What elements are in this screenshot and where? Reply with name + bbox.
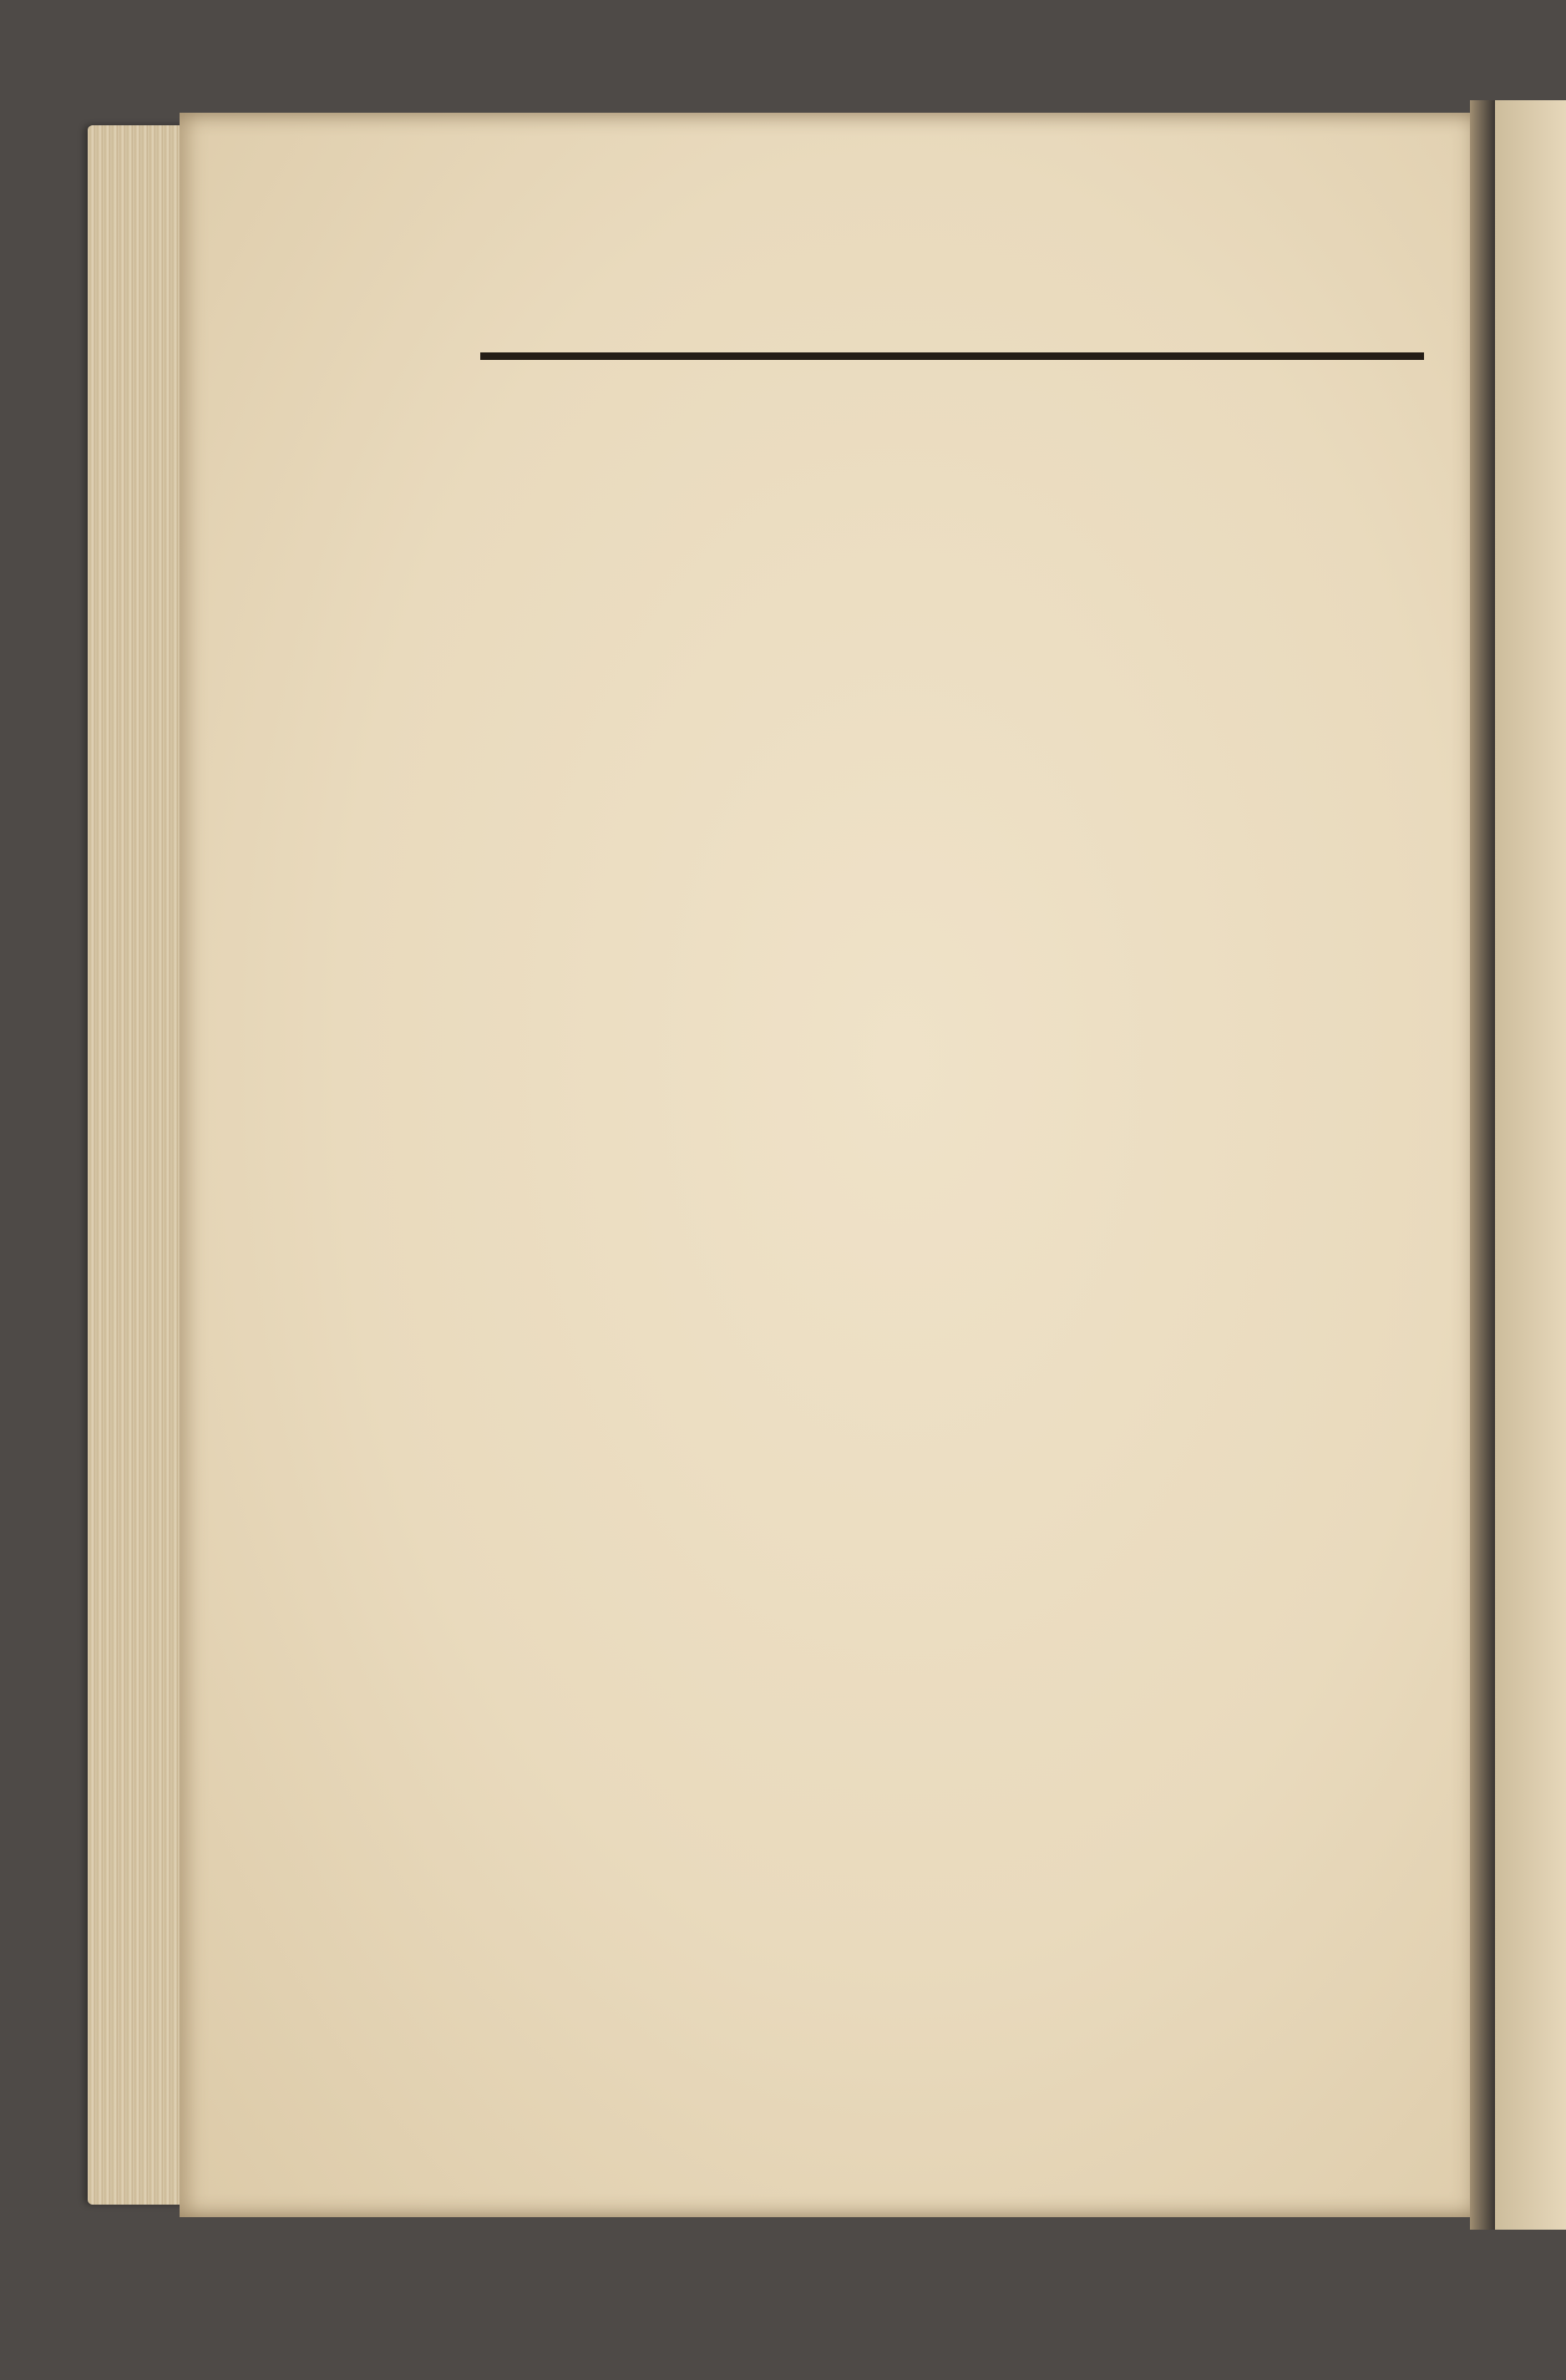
book-gutter xyxy=(1470,100,1495,2230)
next-page-edge xyxy=(1495,100,1566,2230)
header-rule xyxy=(480,352,1424,360)
book-page xyxy=(180,113,1491,2217)
